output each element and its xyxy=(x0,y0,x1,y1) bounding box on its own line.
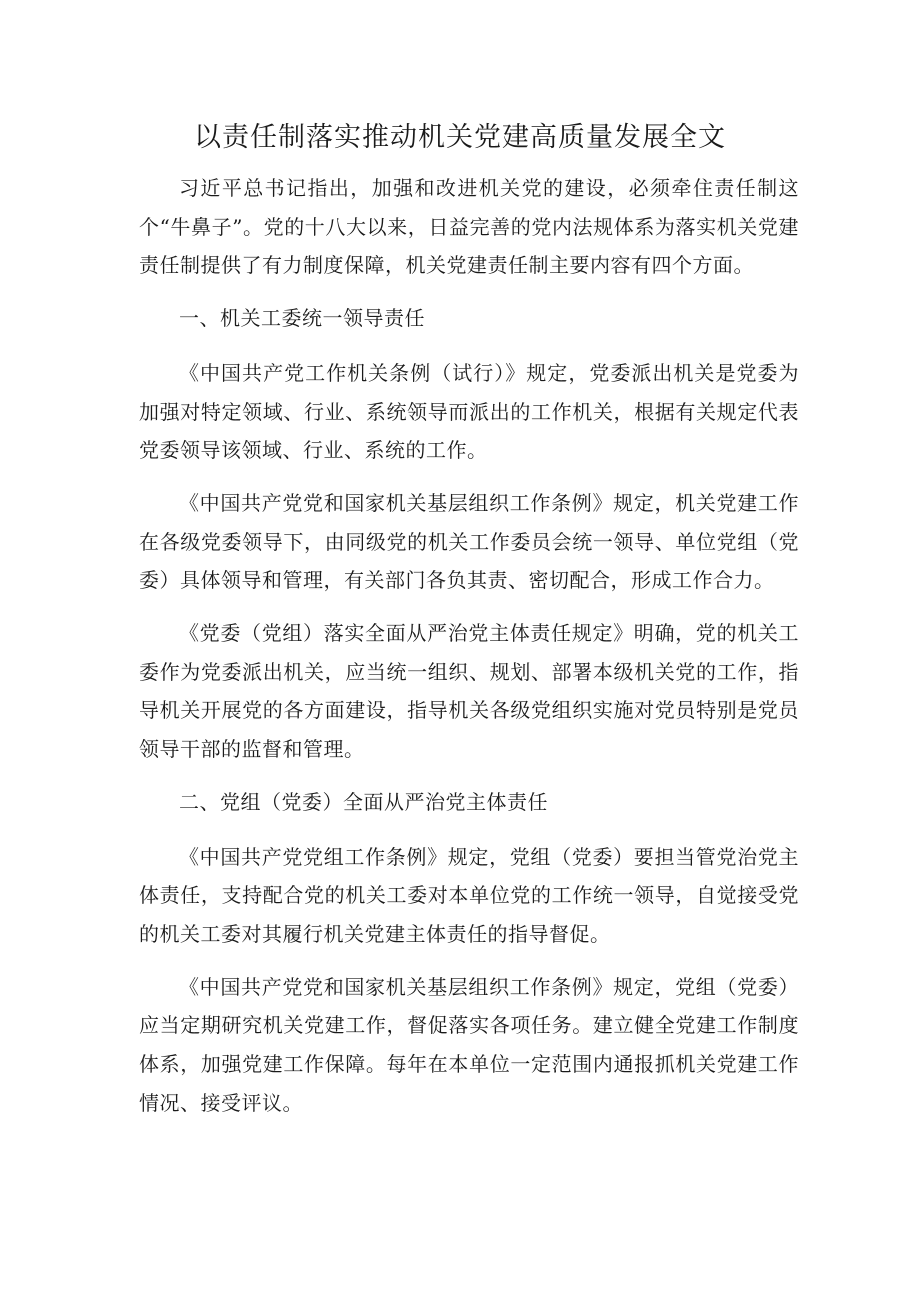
paragraph-2-1: 《中国共产党党组工作条例》规定，党组（党委）要担当管党治党主体责任，支持配合党的机关工委对本单位党的工作统一领导，自觉接受党的机关工委对其履行机关党建主体责任的指导督促。 xyxy=(139,844,799,946)
document-title: 以责任制落实推动机关党建高质量发展全文 xyxy=(194,122,726,153)
paragraph-1-1: 《中国共产党工作机关条例（试行）》规定，党委派出机关是党委为加强对特定领域、行业、系统领导而派出的工作机关，根据有关规定代表党委领导该领域、行业、系统的工作。 xyxy=(139,360,799,463)
paragraph-intro: 习近平总书记指出，加强和改进机关党的建设，必须牵住责任制这个“牛鼻子”。党的十八大以来，日益完善的党内法规体系为落实机关党建责任制提供了有力制度保障，机关党建责任制主要内容有四个方面。 xyxy=(139,176,799,278)
section-heading-2: 二、党组（党委）全面从严治党主体责任 xyxy=(179,789,548,814)
section-heading-1: 一、机关工委统一领导责任 xyxy=(179,306,425,331)
paragraph-1-2: 《中国共产党党和国家机关基层组织工作条例》规定，机关党建工作在各级党委领导下，由同级党的机关工作委员会统一领导、单位党组（党委）具体领导和管理，有关部门各负其责、密切配合，形成工作合力。 xyxy=(139,490,799,593)
document-body xyxy=(139,169,799,1136)
paragraph-1-3: 《党委（党组）落实全面从严治党主体责任规定》明确，党的机关工委作为党委派出机关，应当统一组织、规划、部署本级机关党的工作，指导机关开展党的各方面建设，指导机关各级党组织实施对党员特别是党员领导干部的监督和管理。 xyxy=(139,621,799,762)
paragraph-2-2: 《中国共产党党和国家机关基层组织工作条例》规定，党组（党委）应当定期研究机关党建工作，督促落实各项任务。建立健全党建工作制度体系，加强党建工作保障。每年在本单位一定范围内通报抓机关党建工作情况、接受评议。 xyxy=(139,974,799,1115)
